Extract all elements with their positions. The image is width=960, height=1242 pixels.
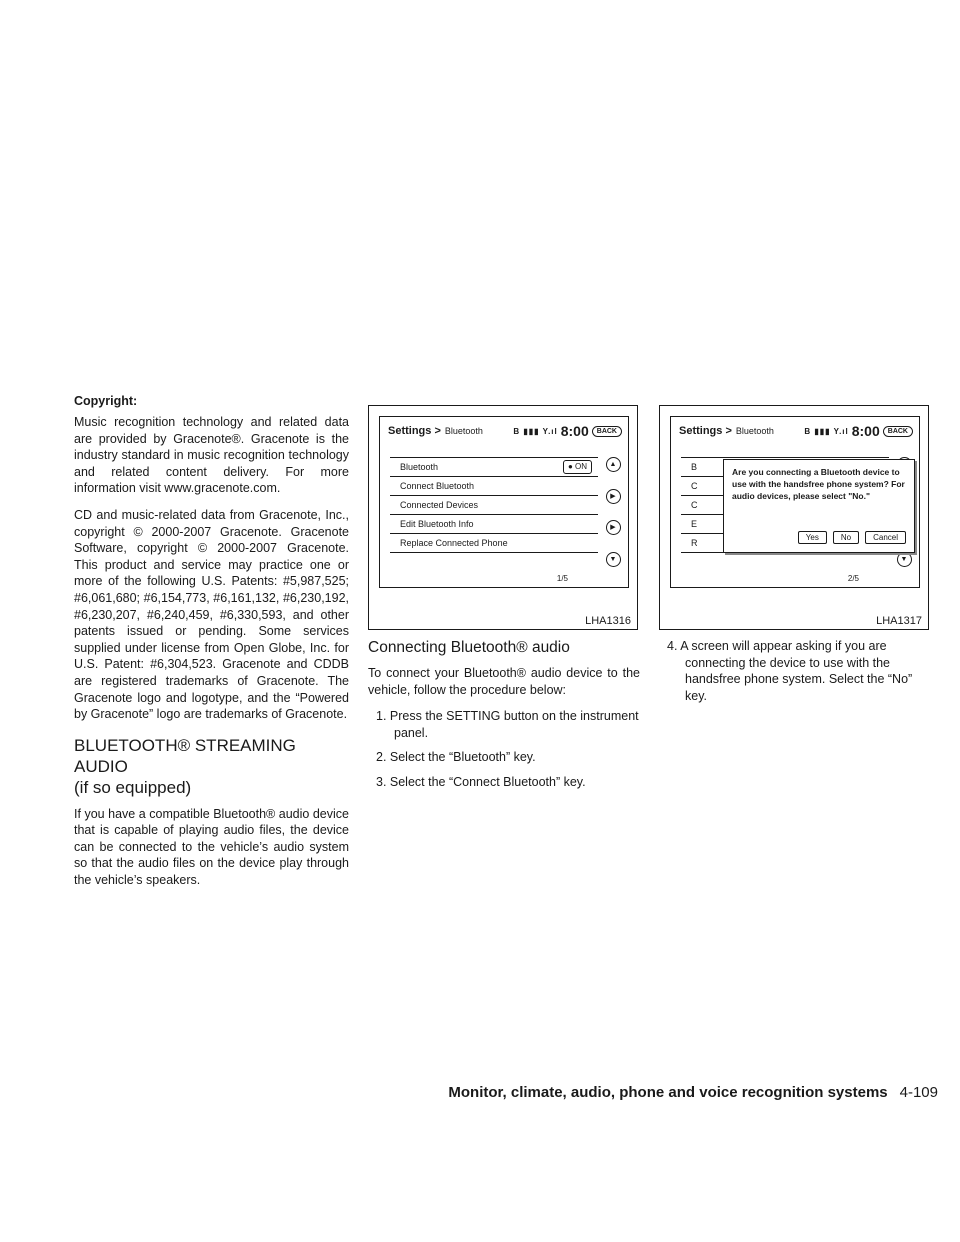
scroll-down-icon: ▶ xyxy=(606,520,621,535)
dialog-message: Are you connecting a Bluetooth device to use with the handsfree phone system? For audio devices, please select "No." xyxy=(732,467,905,501)
steps-list xyxy=(368,708,640,790)
back-button: BACK xyxy=(592,426,622,437)
menu-item-label: Bluetooth xyxy=(400,462,439,472)
page-up-icon: ▲ xyxy=(606,457,621,472)
page-down-icon: ▼ xyxy=(897,552,912,567)
menu-item: C xyxy=(681,496,889,515)
page-count: 2/5 xyxy=(847,574,859,583)
step-3: 3. Select the “Connect Bluetooth” key. xyxy=(376,774,586,789)
section-title-line-2: (if so equipped) xyxy=(74,777,192,797)
settings-screen-1 xyxy=(379,416,629,588)
dialog-buttons xyxy=(798,531,906,544)
yes-button: Yes xyxy=(798,531,827,544)
breadcrumb-sub: Bluetooth xyxy=(444,426,483,436)
back-button: BACK xyxy=(883,426,913,437)
cancel-button: Cancel xyxy=(865,531,906,544)
breadcrumb-sub: Bluetooth xyxy=(735,426,774,436)
clock: 8:00 xyxy=(851,423,880,439)
clock: 8:00 xyxy=(560,423,589,439)
middle-column xyxy=(368,405,640,799)
right-column xyxy=(659,405,934,712)
scroll-up-icon: ▶ xyxy=(606,489,621,504)
menu-item-connected-devices: Connected Devices xyxy=(390,496,598,515)
on-toggle: ● ON xyxy=(563,460,592,474)
menu-item-connect-bluetooth: Connect Bluetooth xyxy=(390,477,598,496)
left-column xyxy=(74,394,349,899)
copyright-heading: Copyright: xyxy=(74,394,138,408)
step-1: 1. Press the SETTING button on the instrument panel. xyxy=(376,709,639,740)
figure-id: LHA1316 xyxy=(585,615,631,627)
menu-item: B xyxy=(681,458,889,477)
scroll-controls xyxy=(604,457,622,567)
status-icons: B ▮▮▮ Y.ıl xyxy=(804,426,849,436)
menu-item: E xyxy=(681,515,889,534)
section-title-line-1: BLUETOOTH® STREAMING AUDIO xyxy=(74,735,296,776)
copyright-paragraph-1: Music recognition technology and related data are provided by Gracenote®. Gracenote is the industry standard in music recognition technology and related content delivery. For more information visit www.gracenote.com. xyxy=(74,415,349,496)
menu-item-bluetooth xyxy=(390,458,598,477)
breadcrumb: Settings > xyxy=(388,425,441,437)
section-title xyxy=(74,735,349,798)
figure-lha1317 xyxy=(659,405,929,630)
step-2: 2. Select the “Bluetooth” key. xyxy=(376,750,536,765)
steps-list-continued xyxy=(659,638,934,704)
footer-section-title: Monitor, climate, audio, phone and voice recognition systems xyxy=(448,1084,888,1101)
connecting-intro: To connect your Bluetooth® audio device to the vehicle, follow the procedure below: xyxy=(368,666,640,697)
page-footer xyxy=(448,1084,938,1101)
menu-item-edit-bluetooth-info: Edit Bluetooth Info xyxy=(390,515,598,534)
status-bar xyxy=(804,423,913,439)
page-count: 1/5 xyxy=(556,574,568,583)
streaming-paragraph: If you have a compatible Bluetooth® audio device that is capable of playing audio files, the device can be connected to the vehicle’s audio system so that the audio files on the device play through the vehicle’s speakers. xyxy=(74,806,349,888)
menu-item-replace-connected-phone: Replace Connected Phone xyxy=(390,534,598,553)
connecting-heading: Connecting Bluetooth® audio xyxy=(368,639,570,656)
page-number: 4-109 xyxy=(899,1084,938,1101)
status-bar xyxy=(513,423,622,439)
confirm-dialog xyxy=(723,459,915,553)
figure-lha1316 xyxy=(368,405,638,630)
page-down-icon: ▼ xyxy=(606,552,621,567)
bluetooth-menu xyxy=(390,457,598,553)
screen-header xyxy=(388,423,622,439)
breadcrumb: Settings > xyxy=(679,425,732,437)
no-button: No xyxy=(833,531,859,544)
screen-header xyxy=(679,423,913,439)
menu-item: C xyxy=(681,477,889,496)
figure-id: LHA1317 xyxy=(876,615,922,627)
status-icons: B ▮▮▮ Y.ıl xyxy=(513,426,558,436)
copyright-paragraph-2: CD and music-related data from Gracenote, Inc., copyright © 2000-2007 Gracenote. Gracenote Software, copyright © 2000-2007 Gracenote. This product and service may practice one or more of the following U.S. Patents: #5,987,525; #6,061,680; #6,154,773, #6,161,132, #6,230,192, #6,230,207, #6,240,459, #6,330,593, and other patents issued or pending. Some services supplied under license from Open Globe, Inc. for U.S. Patent: #6,304,523. Gracenote and CDDB are registered trademarks of Gracenote. The Gracenote logo and logotype, and the “Powered by Gracenote” logo are trademarks of Gracenote. xyxy=(74,507,349,722)
settings-screen-2 xyxy=(670,416,920,588)
step-4: 4. A screen will appear asking if you are connecting the device to use with the handsfree phone system. Select the “No” key. xyxy=(667,639,913,703)
menu-item: R xyxy=(681,534,889,553)
